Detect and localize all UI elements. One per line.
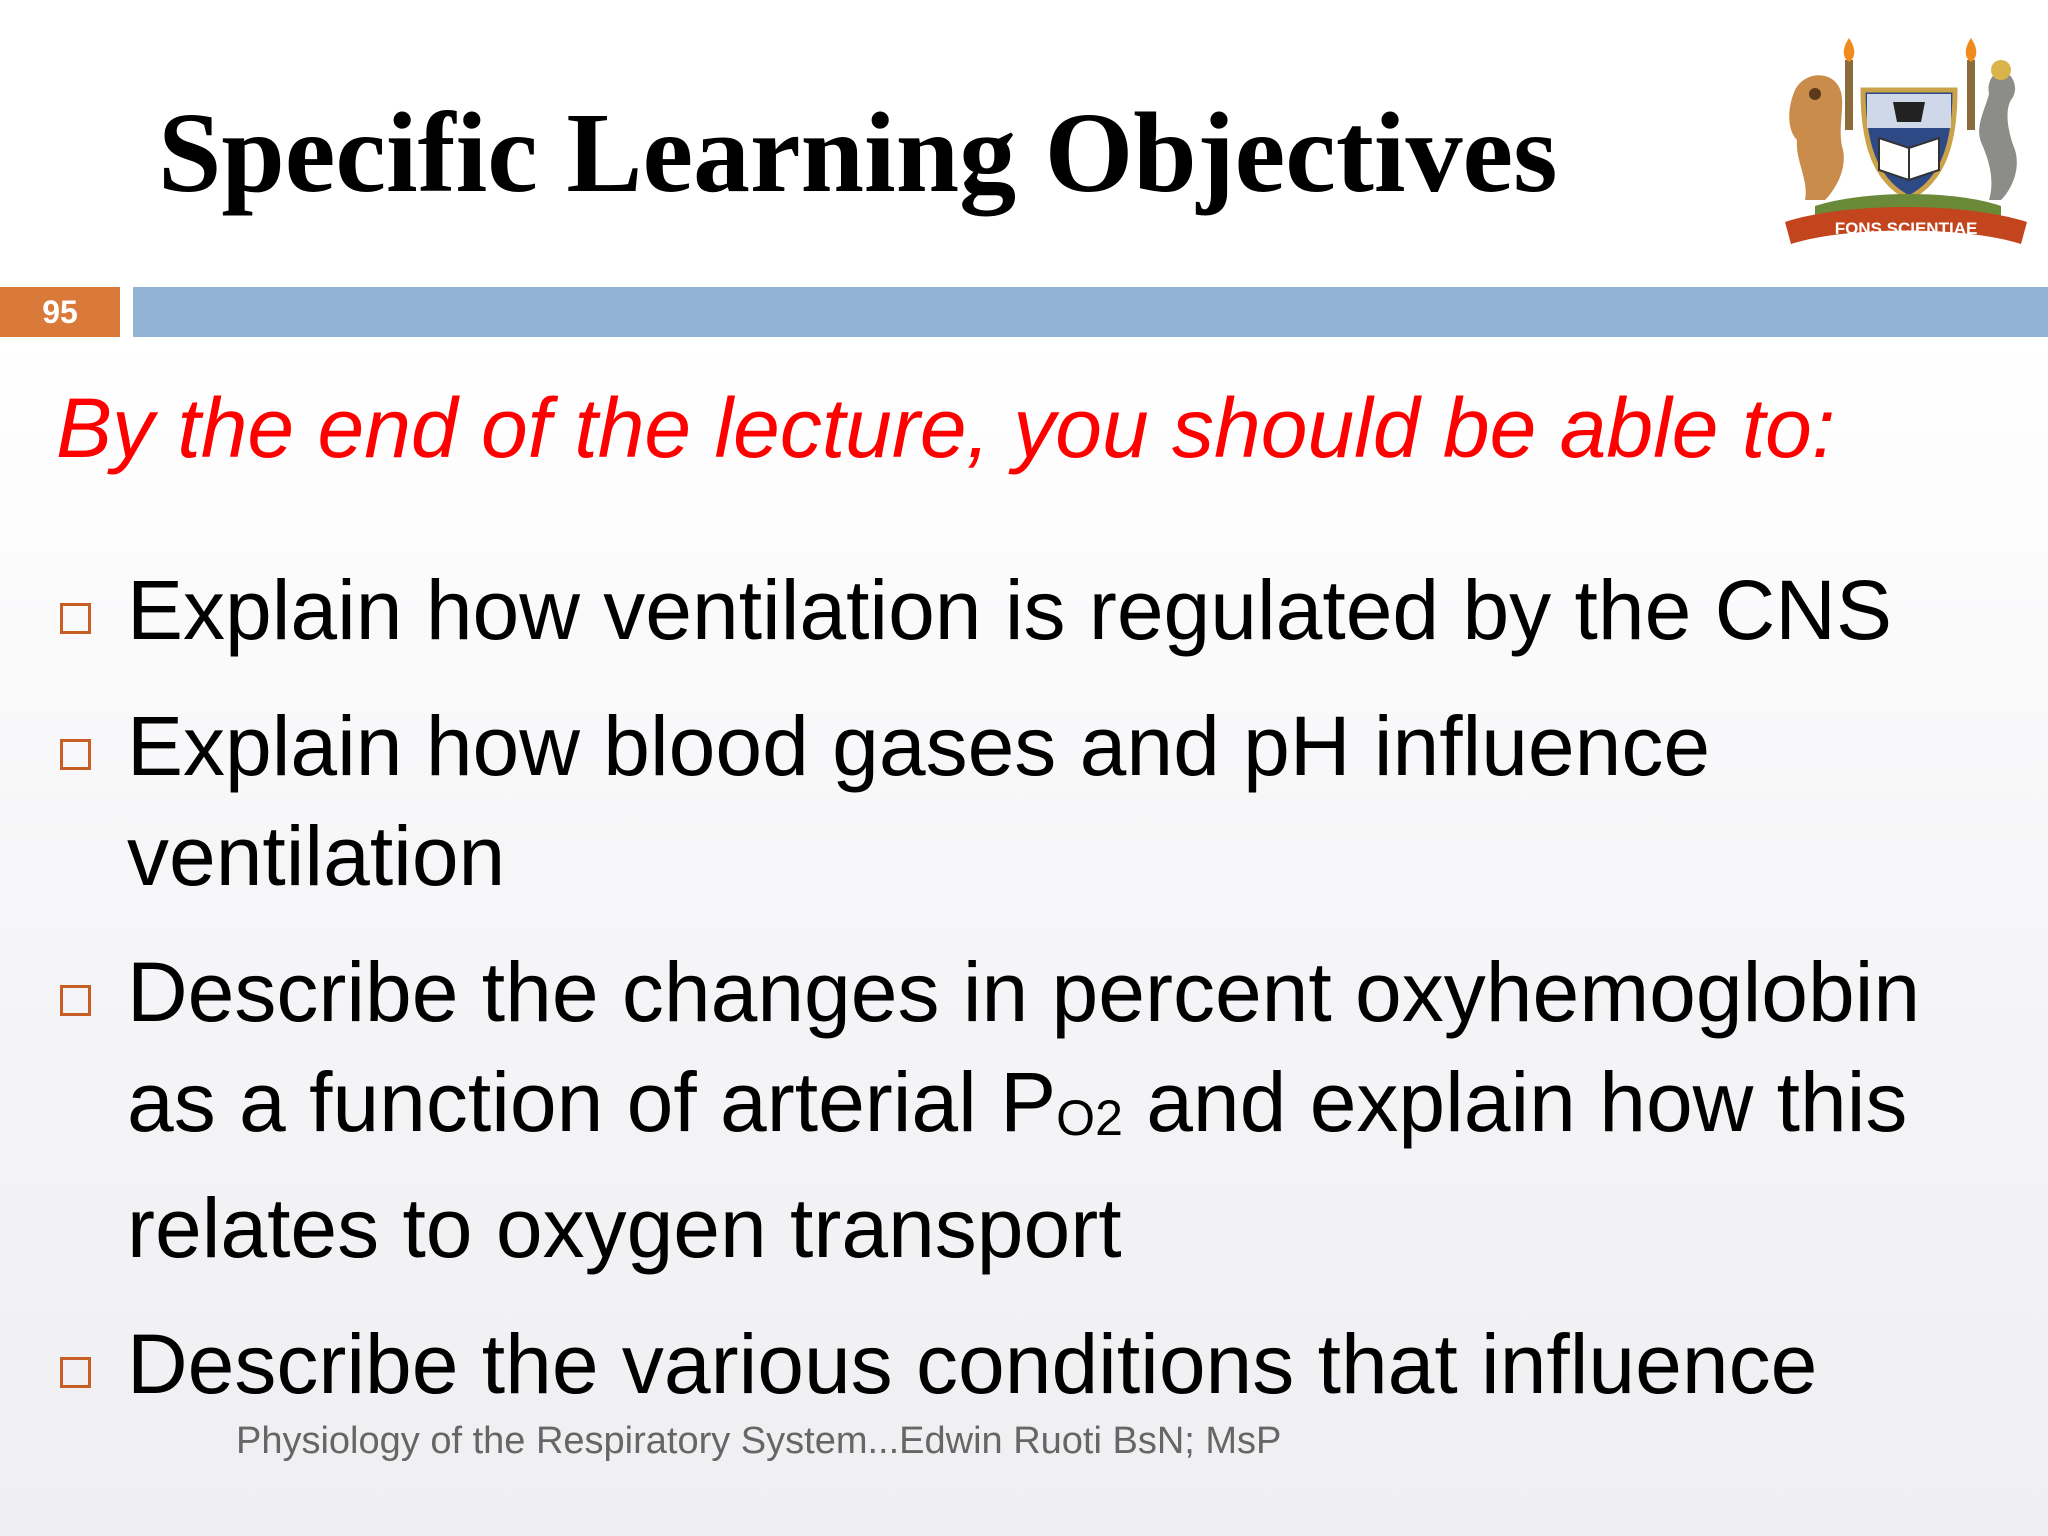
list-item-text: Explain how ventilation is regulated by the CNS bbox=[127, 563, 1892, 657]
list-item bbox=[0, 1309, 2048, 1419]
list-item-text-part: and explain how this relates to oxygen transport bbox=[127, 1055, 1908, 1275]
list-item-text bbox=[127, 937, 1967, 1283]
square-bullet-icon bbox=[60, 739, 91, 770]
slide-number-badge: 95 bbox=[0, 287, 120, 337]
slide-footer: Physiology of the Respiratory System...Edwin Ruoti BsN; MsP bbox=[236, 1420, 1282, 1462]
university-crest-logo bbox=[1775, 30, 2037, 252]
header-divider-bar bbox=[133, 287, 2048, 337]
objectives-list bbox=[0, 555, 2048, 1445]
crest-motto: FONS SCIENTIAE bbox=[1834, 219, 1978, 238]
list-item-text: Describe the various conditions that influence bbox=[127, 1317, 1818, 1411]
square-bullet-icon bbox=[60, 985, 91, 1016]
list-item bbox=[0, 937, 2048, 1283]
slide-title: Specific Learning Objectives bbox=[158, 89, 1558, 216]
list-item-text-part: Describe the changes in percent oxyhemoglobin as a function of arterial P bbox=[127, 945, 1921, 1149]
square-bullet-icon bbox=[60, 603, 91, 634]
square-bullet-icon bbox=[60, 1357, 91, 1388]
list-item bbox=[0, 555, 2048, 665]
list-item-text: Explain how blood gases and pH influence ventilation bbox=[127, 699, 1711, 903]
list-item bbox=[0, 691, 2048, 911]
subscript-o2: O2 bbox=[1056, 1090, 1123, 1146]
objectives-intro: By the end of the lecture, you should be able to: bbox=[56, 381, 1836, 475]
